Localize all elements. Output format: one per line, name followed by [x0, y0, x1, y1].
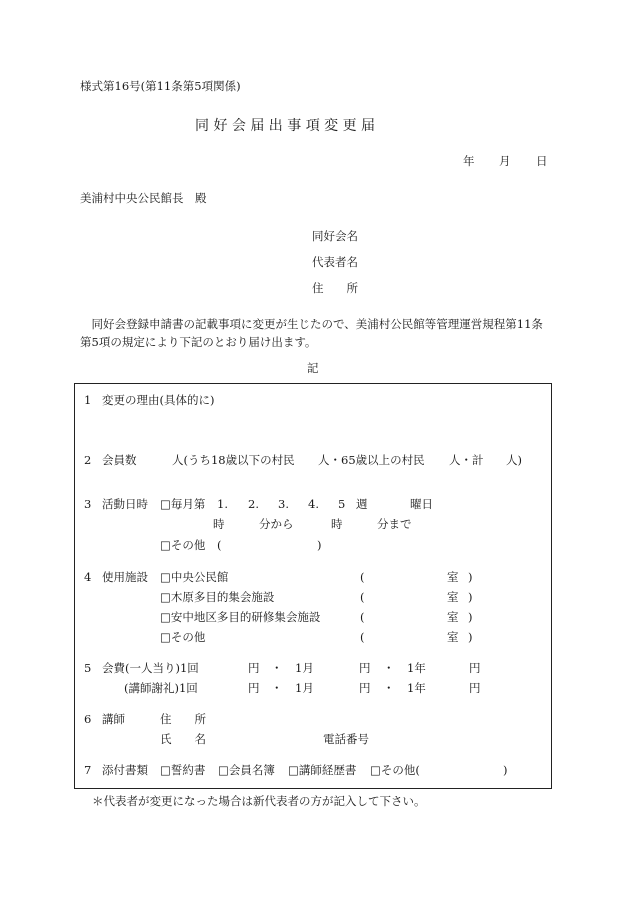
facility-name: □中央公民館 — [160, 570, 229, 584]
members-text-4: 人) — [506, 453, 522, 467]
fee-separator: ・ — [271, 681, 283, 695]
date-month: 月 — [499, 154, 511, 168]
fee-yen-once: 円 — [248, 661, 260, 675]
items-box — [74, 383, 552, 789]
schedule-minute-until: 分まで — [377, 517, 412, 531]
attachment-pledge: □誓約書 — [160, 763, 206, 777]
facility-room-open: ( — [360, 630, 365, 644]
item-number-6: 6 — [84, 712, 92, 726]
fee-month-label: 1月 — [295, 681, 314, 695]
schedule-other-close: ) — [317, 538, 322, 552]
representative-label: 代表者名 — [312, 255, 358, 269]
fee-year-label: 1年 — [407, 661, 426, 675]
fee-yen-month: 円 — [359, 681, 371, 695]
facility-room: 室 — [447, 590, 459, 604]
item-number-7: 7 — [84, 763, 92, 777]
fee-month-label: 1月 — [295, 661, 314, 675]
date-day: 日 — [536, 154, 548, 168]
item-number-5: 5 — [84, 661, 92, 675]
members-text-2: 人・65歳以上の村民 — [318, 453, 425, 467]
fee-yen-year: 円 — [469, 661, 481, 675]
lecturer-fee-label: (講師謝礼)1回 — [124, 681, 198, 695]
item-number-1: 1 — [84, 393, 92, 407]
facility-room-close: ) — [468, 570, 473, 584]
facility-room-close: ) — [468, 590, 473, 604]
form-title: 同 好 会 届 出 事 項 変 更 届 — [195, 118, 376, 134]
fee-separator: ・ — [383, 681, 395, 695]
members-text-3: 人・計 — [449, 453, 484, 467]
instructor-name-label: 氏 名 — [160, 732, 206, 746]
fee-label: 会費(一人当り)1回 — [102, 661, 199, 675]
facility-name: □木原多目的集会施設 — [160, 590, 275, 604]
schedule-other: □その他 — [160, 538, 206, 552]
facility-room-open: ( — [360, 570, 365, 584]
addressee: 美浦村中央公民館長 殿 — [80, 191, 207, 205]
schedule-n3: 3. — [278, 497, 289, 511]
instructor-address-label: 住 所 — [160, 712, 206, 726]
facility-room-close: ) — [468, 630, 473, 644]
facility-name: □その他 — [160, 630, 206, 644]
facility-room: 室 — [447, 610, 459, 624]
members-label: 会員数 — [102, 453, 137, 467]
fee-year-label: 1年 — [407, 681, 426, 695]
instructor-label: 講師 — [102, 712, 125, 726]
facility-label: 使用施設 — [102, 570, 148, 584]
facility-room-open: ( — [360, 610, 365, 624]
schedule-other-open: ( — [217, 538, 222, 552]
address-label: 住 所 — [312, 281, 358, 295]
schedule-n5: 5 — [338, 497, 346, 511]
schedule-hour-until: 時 — [331, 517, 343, 531]
fee-separator: ・ — [271, 661, 283, 675]
attachment-other: □その他( — [370, 763, 420, 777]
attachment-member-list: □会員名簿 — [218, 763, 275, 777]
attachment-other-close: ) — [503, 763, 508, 777]
fee-yen-once: 円 — [248, 681, 260, 695]
item-number-3: 3 — [84, 497, 92, 511]
ki-heading: 記 — [307, 361, 319, 375]
item-number-4: 4 — [84, 570, 92, 584]
schedule-n2: 2. — [248, 497, 259, 511]
schedule-week: 週 — [356, 497, 368, 511]
facility-name: □安中地区多目的研修集会施設 — [160, 610, 321, 624]
facility-room-open: ( — [360, 590, 365, 604]
schedule-monthly: □毎月第 — [160, 497, 206, 511]
facility-room: 室 — [447, 570, 459, 584]
form-number: 様式第16号(第11条第5項関係) — [80, 79, 241, 93]
schedule-n1: 1. — [217, 497, 228, 511]
body-text-line1: 同好会登録申請書の記載事項に変更が生じたので、美浦村公民館等管理運営規程第11条 — [80, 317, 543, 331]
date-year: 年 — [463, 154, 475, 168]
fee-yen-month: 円 — [359, 661, 371, 675]
schedule-label: 活動日時 — [102, 497, 148, 511]
fee-separator: ・ — [383, 661, 395, 675]
schedule-hour-from: 時 — [213, 517, 225, 531]
schedule-n4: 4. — [308, 497, 319, 511]
schedule-minute-from: 分から — [259, 517, 294, 531]
attachments-label: 添付書類 — [102, 763, 148, 777]
schedule-weekday: 曜日 — [410, 497, 433, 511]
facility-room: 室 — [447, 630, 459, 644]
reason-label: 変更の理由(具体的に) — [102, 393, 215, 407]
club-name-label: 同好会名 — [312, 229, 358, 243]
fee-yen-year: 円 — [469, 681, 481, 695]
instructor-phone-label: 電話番号 — [323, 732, 369, 746]
footnote: ＊代表者が変更になった場合は新代表者の方が記入して下さい。 — [92, 794, 426, 808]
attachment-instructor-career: □講師経歴書 — [288, 763, 357, 777]
body-text-line2: 第5項の規定により下記のとおり届け出ます。 — [80, 335, 317, 349]
item-number-2: 2 — [84, 453, 92, 467]
facility-room-close: ) — [468, 610, 473, 624]
members-text-1: 人(うち18歳以下の村民 — [172, 453, 295, 467]
